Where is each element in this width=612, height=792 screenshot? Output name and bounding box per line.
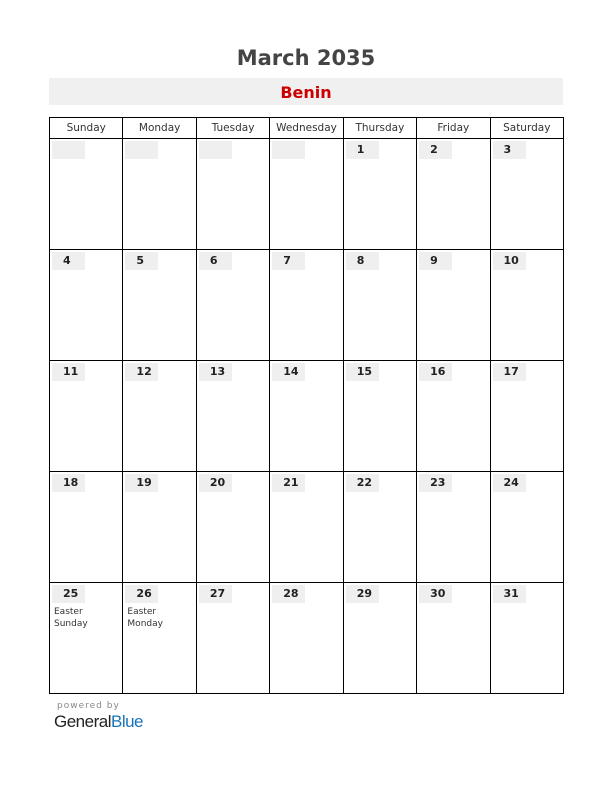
day-cell	[270, 583, 343, 694]
day-cell	[270, 139, 343, 250]
day-cell	[123, 361, 196, 472]
day-number: 28	[272, 585, 305, 603]
day-cell	[417, 472, 490, 583]
weekday-friday: Friday	[417, 118, 490, 139]
day-number: 12	[125, 363, 158, 381]
day-cell	[343, 250, 416, 361]
day-number: 5	[125, 252, 158, 270]
day-cell	[417, 139, 490, 250]
day-number: 16	[419, 363, 452, 381]
day-cell	[270, 250, 343, 361]
day-number	[199, 141, 232, 159]
day-number: 4	[52, 252, 85, 270]
day-number: 18	[52, 474, 85, 492]
day-cell	[196, 583, 269, 694]
day-cell	[50, 583, 123, 694]
powered-by-label: powered by	[57, 701, 120, 711]
day-cell	[490, 472, 563, 583]
day-number: 3	[493, 141, 526, 159]
day-number: 26	[125, 585, 158, 603]
brand-blue: Blue	[110, 712, 144, 731]
day-number: 13	[199, 363, 232, 381]
weekday-thursday: Thursday	[343, 118, 416, 139]
day-number: 25	[52, 585, 85, 603]
weekday-sunday: Sunday	[50, 118, 123, 139]
brand-general: General	[54, 712, 111, 731]
weekday-tuesday: Tuesday	[196, 118, 269, 139]
brand-logo	[54, 712, 143, 732]
day-number: 31	[493, 585, 526, 603]
day-cell	[50, 250, 123, 361]
day-cell	[490, 139, 563, 250]
day-number: 1	[346, 141, 379, 159]
day-cell	[270, 472, 343, 583]
week-row	[50, 583, 564, 694]
day-number: 2	[419, 141, 452, 159]
day-cell	[343, 361, 416, 472]
weekday-wednesday: Wednesday	[270, 118, 343, 139]
day-number	[52, 141, 85, 159]
day-number: 17	[493, 363, 526, 381]
day-number: 9	[419, 252, 452, 270]
day-cell	[490, 583, 563, 694]
day-cell	[123, 583, 196, 694]
day-cell	[343, 139, 416, 250]
day-cell	[123, 250, 196, 361]
page-title: March 2035	[236, 46, 376, 70]
day-cell	[417, 250, 490, 361]
day-cell	[196, 250, 269, 361]
day-cell	[196, 361, 269, 472]
day-cell	[123, 139, 196, 250]
day-cell	[417, 583, 490, 694]
day-number: 23	[419, 474, 452, 492]
day-number: 6	[199, 252, 232, 270]
day-cell	[196, 472, 269, 583]
holiday-label: Easter Monday	[127, 607, 163, 629]
day-cell	[343, 472, 416, 583]
day-cell	[417, 361, 490, 472]
day-number	[125, 141, 158, 159]
day-cell	[123, 472, 196, 583]
day-number: 8	[346, 252, 379, 270]
day-number: 24	[493, 474, 526, 492]
day-number: 15	[346, 363, 379, 381]
day-cell	[270, 361, 343, 472]
day-cell	[343, 583, 416, 694]
day-cell	[50, 472, 123, 583]
week-row	[50, 472, 564, 583]
weekday-monday: Monday	[123, 118, 196, 139]
day-number: 7	[272, 252, 305, 270]
week-row	[50, 361, 564, 472]
day-number: 22	[346, 474, 379, 492]
day-cell	[196, 139, 269, 250]
holiday-label: Easter Sunday	[54, 607, 88, 629]
day-cell	[490, 361, 563, 472]
day-number: 30	[419, 585, 452, 603]
day-cell	[490, 250, 563, 361]
weekday-header-row	[50, 118, 564, 139]
calendar-grid	[49, 117, 564, 694]
day-number: 10	[493, 252, 526, 270]
day-number	[272, 141, 305, 159]
day-number: 29	[346, 585, 379, 603]
country-name: Benin	[280, 83, 332, 102]
weekday-saturday: Saturday	[490, 118, 563, 139]
day-number: 14	[272, 363, 305, 381]
day-number: 20	[199, 474, 232, 492]
day-number: 21	[272, 474, 305, 492]
day-number: 27	[199, 585, 232, 603]
day-cell	[50, 361, 123, 472]
week-row	[50, 250, 564, 361]
day-number: 19	[125, 474, 158, 492]
day-number: 11	[52, 363, 85, 381]
day-cell	[50, 139, 123, 250]
week-row	[50, 139, 564, 250]
country-banner	[49, 78, 563, 105]
